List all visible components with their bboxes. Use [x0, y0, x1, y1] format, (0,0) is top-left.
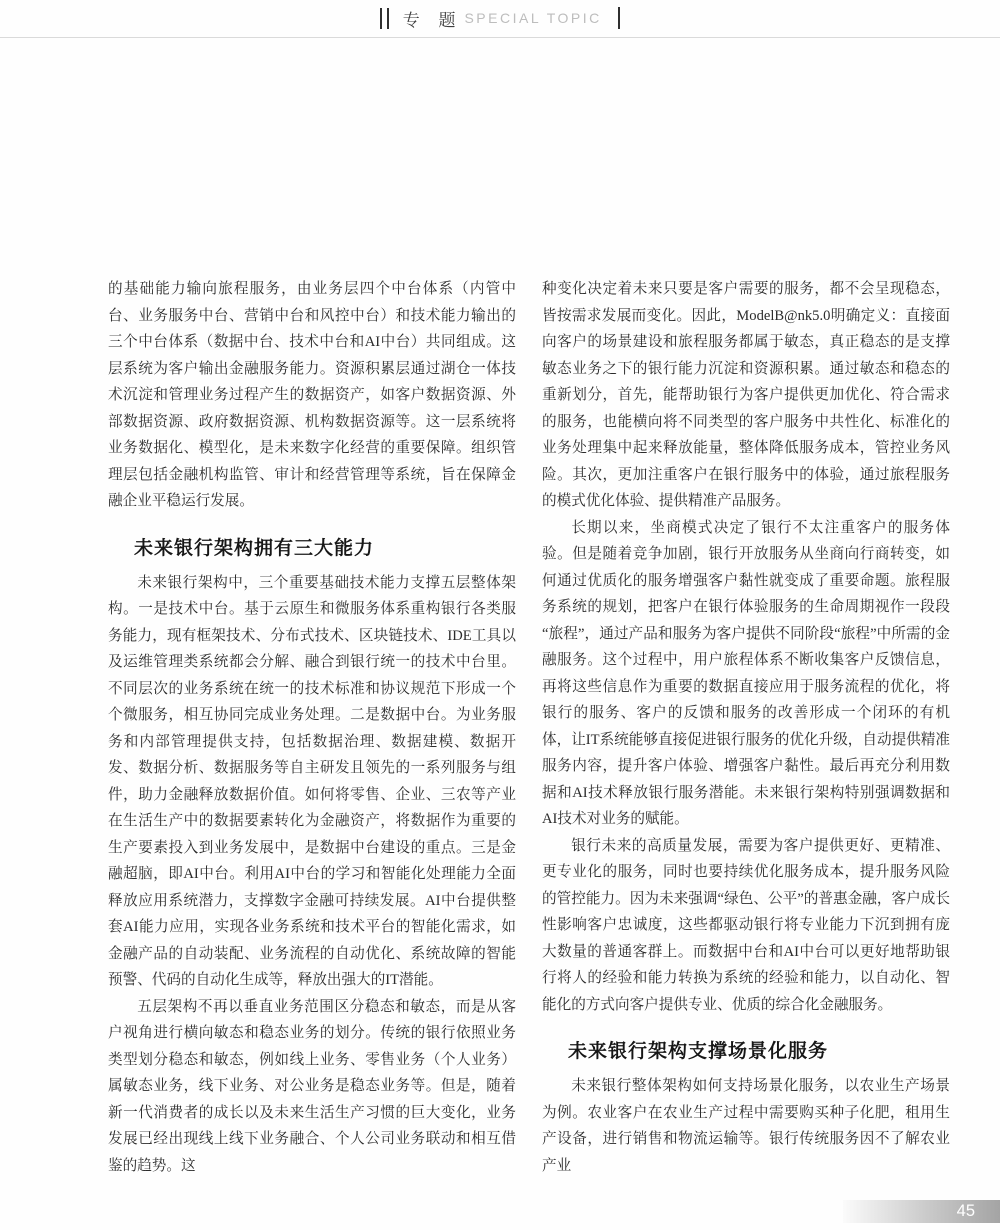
double-bar-icon [380, 8, 389, 29]
section-heading: 未来银行架构拥有三大能力 [134, 537, 375, 559]
section-title-chinese: 专 题 [402, 10, 463, 30]
right-column [542, 276, 950, 1176]
page-header [0, 0, 1000, 36]
paragraph: 种变化决定着未来只要是客户需要的服务，都不会呈现稳态，皆按需求发展而变化。因此，ModelB@nk5.0明确定义：直接面向客户的场景建设和旅程服务都属于敏态，真正稳态的是支撑敏态业务之下的银行能力沉淀和资源积累。通过敏态和稳态的重新划分，首先，能帮助银行为客户提供更加优化、符合需求的服务，也能横向将不同类型的客户服务中共性化、标准化的业务处理集中起来释放能量，整体降低服务成本，管控业务风险。其次，更加注重客户在银行服务中的体验，通过旅程服务的模式优化体验、提供精准产品服务。 [542, 281, 950, 509]
paragraph: 未来银行整体架构如何支持场景化服务，以农业生产场景为例。农业客户在农业生产过程中需要购买种子化肥，租用生产设备，进行销售和物流运输等。银行传统服务因不了解农业产业 [542, 1078, 950, 1174]
paragraph: 的基础能力输向旅程服务，由业务层四个中台体系（内管中台、业务服务中台、营销中台和风控中台）和技术能力输出的三个中台体系（数据中台、技术中台和AI中台）共同组成。这层系统为客户输出金融服务能力。资源积累层通过湖仓一体技术沉淀和管理业务过程产生的数据资产，如客户数据资源、外部数据资源、政府数据资源、机构数据资源等。这一层系统将业务数据化、模型化，是未来数字化经营的重要保障。组织管理层包括金融机构监管、审计和经营管理等系统，旨在保障金融企业平稳运行发展。 [108, 281, 516, 509]
left-column [108, 276, 516, 1176]
paragraph: 五层架构不再以垂直业务范围区分稳态和敏态，而是从客户视角进行横向敏态和稳态业务的划分。传统的银行依照业务类型划分稳态和敏态，例如线上业务、零售业务（个人业务）属敏态业务，线下业务、对公业务是稳态业务等。但是，随着新一代消费者的成长以及未来生活生产习惯的巨大变化，业务发展已经出现线上线下业务融合、个人公司业务联动和相互借鉴的趋势。这 [108, 998, 516, 1174]
section-heading: 未来银行架构支撑场景化服务 [568, 1041, 829, 1062]
page-number-bar [843, 1200, 1000, 1223]
paragraph: 未来银行架构中，三个重要基础技术能力支撑五层整体架构。一是技术中台。基于云原生和微服务体系重构银行各类服务能力，现有框架技术、分布式技术、区块链技术、IDE工具以及运维管理类系统都会分解、融合到银行统一的技术中台里。不同层次的业务系统在统一的技术标准和协议规范下形成一个个微服务，相互协同完成业务处理。二是数据中台。为业务服务和内部管理提供支持，包括数据治理、数据建模、数据开发、数据分析、数据服务等自主研发且领先的一系列服务与组件，助力金融释放数据价值。如何将零售、企业、三农等产业在生活生产中的数据要素转化为金融资产，将数据作为重要的生产要素投入到业务发展中，是数据中台建设的重点。三是金融超脑，即AI中台。利用AI中台的学习和智能化处理能力全面释放应用系统潜力，支撑数字金融可持续发展。AI中台提供整套AI能力应用，实现各业务系统和技术平台的智能化需求，如金融产品的自动装配、业务流程的自动优化、系统故障的智能预警、代码的自动化生成等，释放出强大的IT潜能。 [108, 574, 516, 988]
paragraph: 银行未来的高质量发展，需要为客户提供更好、更精准、更专业化的服务，同时也要持续优化服务成本，提升服务风险的管控能力。因为未来强调“绿色、公平”的普惠金融，客户成长性影响客户忠诚度，这些都驱动银行将专业能力下沉到拥有庞大数量的普通客群上。而数据中台和AI中台可以更好地帮助银行将人的经验和能力转换为系统的经验和能力，以自动化、智能化的方式向客户提供专业、优质的综合化金融服务。 [542, 837, 950, 1013]
section-title-english: SPECIAL TOPIC [464, 10, 602, 26]
article-body [108, 276, 950, 1176]
paragraph: 长期以来，坐商模式决定了银行不太注重客户的服务体验。但是随着竞争加剧，银行开放服务从坐商向行商转变，如何通过优质化的服务增强客户黏性就变成了重要命题。旅程服务系统的规划，把客户在银行体验服务的生命周期视作一段段“旅程”，通过产品和服务为客户提供不同阶段“旅程”中所需的金融服务。这个过程中，用户旅程体系不断收集客户反馈信息，再将这些信息作为重要的数据直接应用于服务流程的优化，将银行的服务、客户的反馈和服务的改善形成一个闭环的有机体，让IT系统能够直接促进银行服务的优化升级，自动提供精准服务内容，提升客户体验、增强客户黏性。最后再充分利用数据和AI技术释放银行服务潜能。未来银行架构特别强调数据和AI技术对业务的赋能。 [542, 519, 950, 827]
header-divider [0, 37, 1000, 38]
page-number: 45 [956, 1202, 975, 1220]
single-bar-icon [618, 7, 621, 29]
